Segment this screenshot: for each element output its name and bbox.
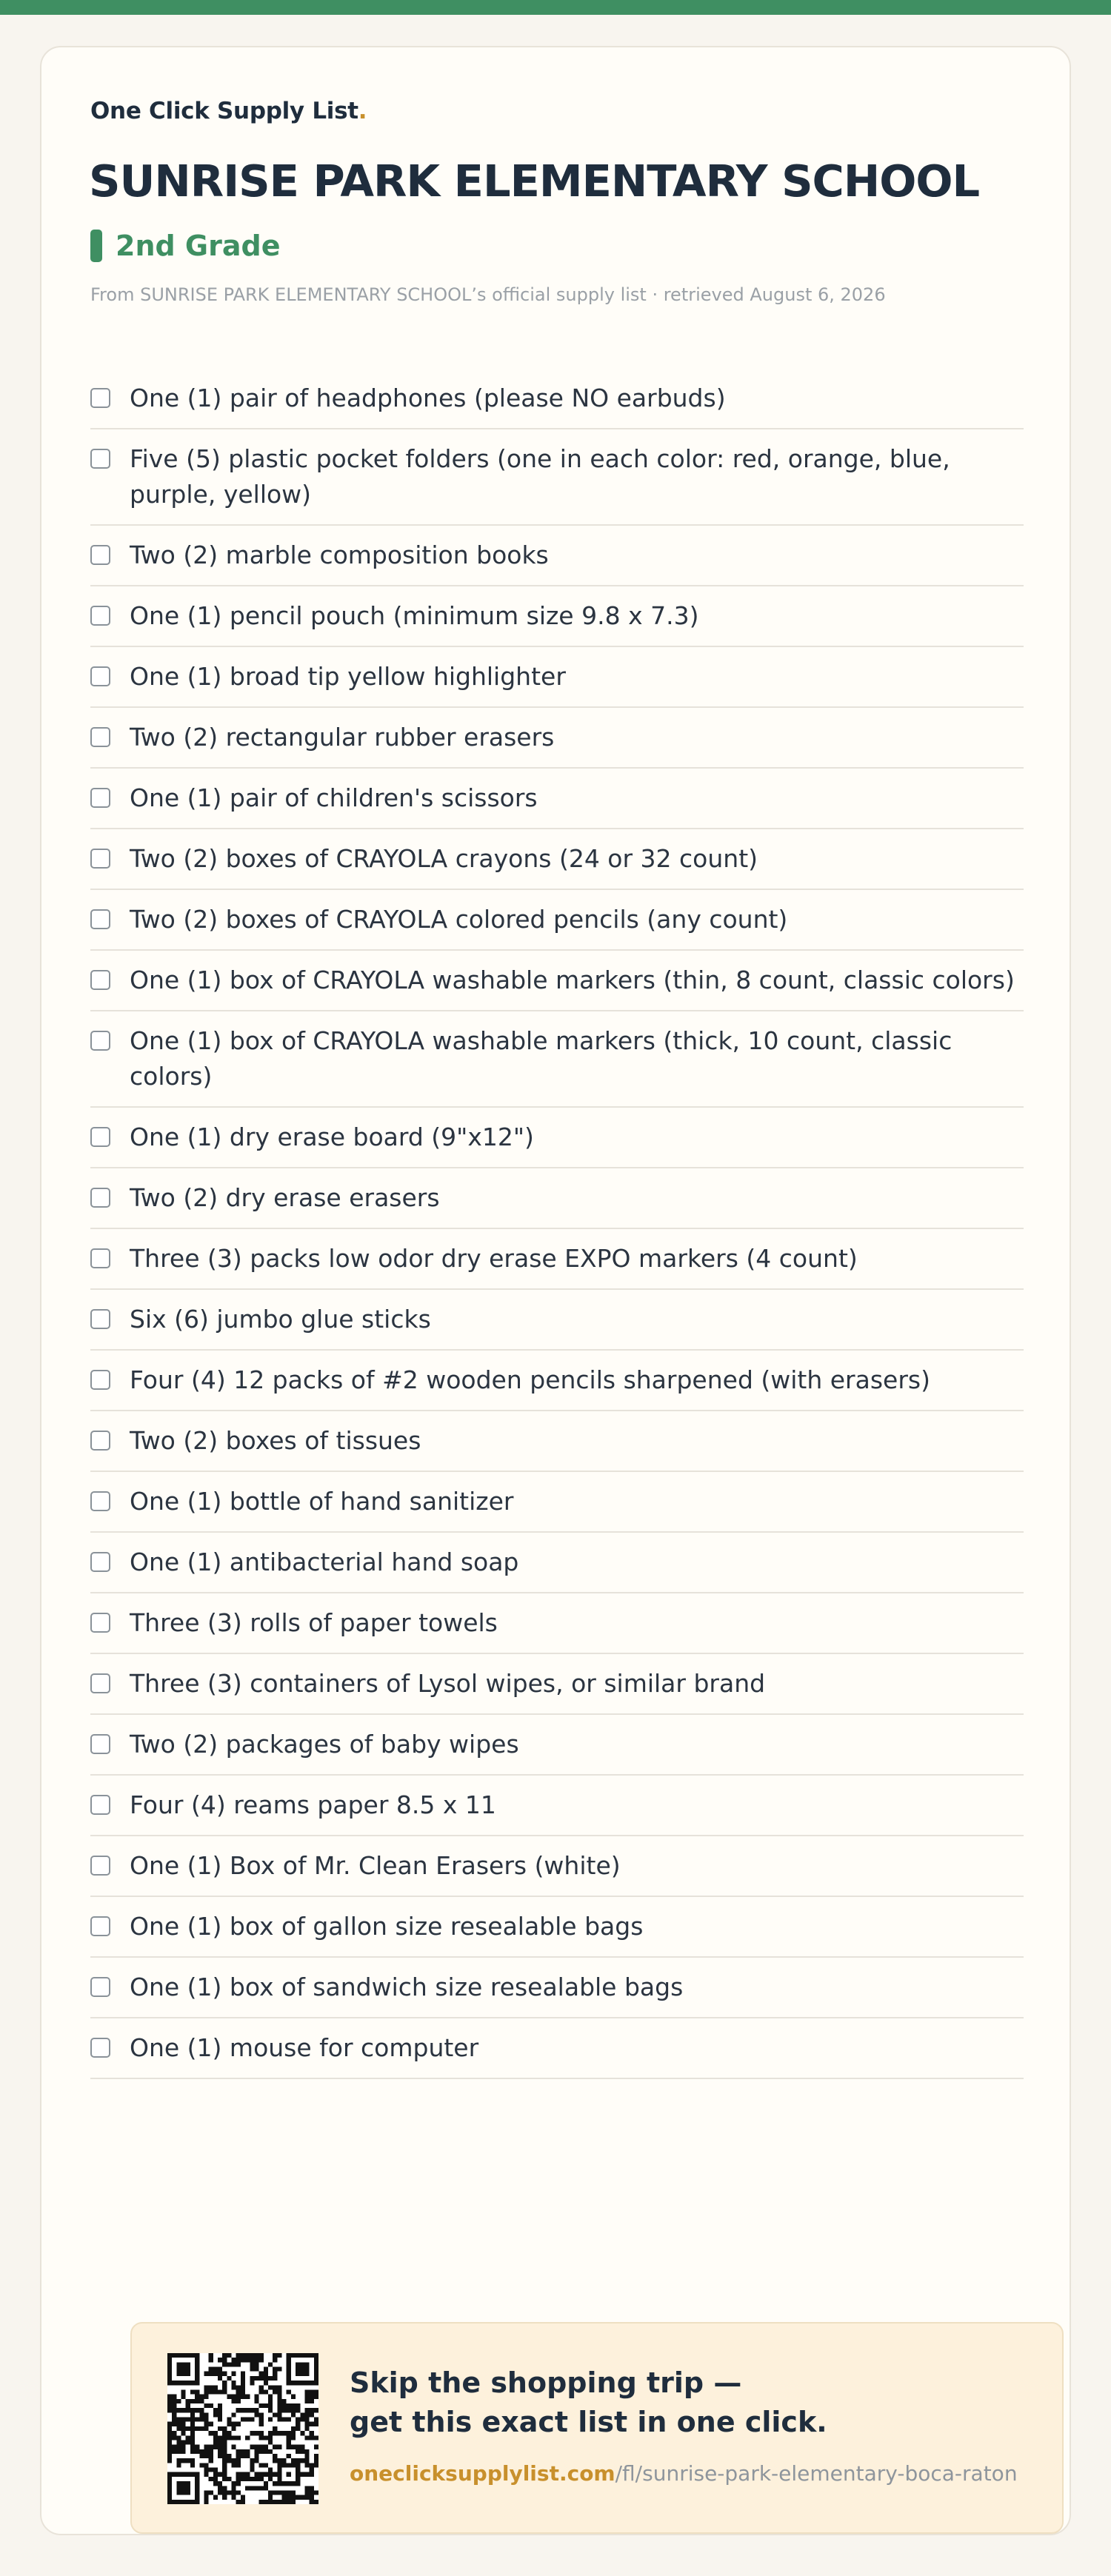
item-checkbox[interactable] bbox=[90, 1309, 110, 1329]
qr-code-icon[interactable] bbox=[167, 2353, 318, 2504]
item-label: Four (4) reams paper 8.5 x 11 bbox=[130, 1790, 496, 1819]
list-item[interactable] bbox=[90, 1472, 1024, 1533]
brand-dot: . bbox=[358, 98, 367, 124]
list-item[interactable] bbox=[90, 1776, 1024, 1836]
item-label: One (1) antibacterial hand soap bbox=[130, 1548, 519, 1576]
item-checkbox[interactable] bbox=[90, 1248, 110, 1268]
item-checkbox[interactable] bbox=[90, 727, 110, 747]
brand-logo[interactable] bbox=[90, 98, 367, 124]
item-label: Two (2) boxes of CRAYOLA colored pencils (any count) bbox=[130, 905, 788, 934]
promo-headline bbox=[350, 2363, 827, 2442]
grade-marker bbox=[90, 230, 102, 262]
item-label: One (1) pair of children's scissors bbox=[130, 783, 538, 812]
item-label: Two (2) marble composition books bbox=[130, 541, 549, 569]
list-item[interactable] bbox=[90, 951, 1024, 1011]
list-item[interactable] bbox=[90, 369, 1024, 429]
item-label: Two (2) rectangular rubber erasers bbox=[130, 723, 555, 752]
brand-name: One Click Supply List bbox=[90, 98, 358, 124]
list-item[interactable] bbox=[90, 1011, 1024, 1108]
list-item[interactable] bbox=[90, 1351, 1024, 1411]
item-checkbox[interactable] bbox=[90, 1613, 110, 1633]
item-checkbox[interactable] bbox=[90, 1188, 110, 1208]
item-label: Two (2) boxes of CRAYOLA crayons (24 or 32 count) bbox=[130, 844, 758, 873]
list-item[interactable] bbox=[90, 526, 1024, 586]
list-item[interactable] bbox=[90, 1108, 1024, 1168]
item-label: Four (4) 12 packs of #2 wooden pencils sharpened (with erasers) bbox=[130, 1365, 930, 1394]
item-checkbox[interactable] bbox=[90, 1856, 110, 1876]
item-label: One (1) box of CRAYOLA washable markers (thick, 10 count, classic colors) bbox=[130, 1026, 952, 1091]
school-title: SUNRISE PARK ELEMENTARY SCHOOL bbox=[89, 155, 980, 207]
list-item[interactable] bbox=[90, 1533, 1024, 1593]
item-label: One (1) bottle of hand sanitizer bbox=[130, 1487, 514, 1516]
item-label: One (1) mouse for computer bbox=[130, 2033, 479, 2062]
list-item[interactable] bbox=[90, 890, 1024, 951]
item-label: One (1) Box of Mr. Clean Erasers (white) bbox=[130, 1851, 621, 1880]
item-checkbox[interactable] bbox=[90, 849, 110, 869]
item-label: Three (3) rolls of paper towels bbox=[130, 1608, 498, 1637]
item-label: Three (3) containers of Lysol wipes, or similar brand bbox=[130, 1669, 766, 1698]
item-checkbox[interactable] bbox=[90, 1916, 110, 1936]
item-checkbox[interactable] bbox=[90, 1977, 110, 1997]
item-label: Six (6) jumbo glue sticks bbox=[130, 1305, 431, 1334]
item-label: Two (2) boxes of tissues bbox=[130, 1426, 421, 1455]
list-item[interactable] bbox=[90, 1958, 1024, 2018]
top-accent-bar bbox=[0, 0, 1111, 15]
item-checkbox[interactable] bbox=[90, 788, 110, 808]
list-item[interactable] bbox=[90, 769, 1024, 829]
supply-list bbox=[90, 369, 1024, 2079]
item-checkbox[interactable] bbox=[90, 909, 110, 929]
list-item[interactable] bbox=[90, 1836, 1024, 1897]
list-item[interactable] bbox=[90, 586, 1024, 647]
item-checkbox[interactable] bbox=[90, 1491, 110, 1511]
list-item[interactable] bbox=[90, 1593, 1024, 1654]
item-checkbox[interactable] bbox=[90, 1031, 110, 1051]
list-item[interactable] bbox=[90, 1411, 1024, 1472]
list-item[interactable] bbox=[90, 647, 1024, 708]
grade-label: 2nd Grade bbox=[116, 230, 281, 262]
item-label: One (1) dry erase board (9"x12") bbox=[130, 1123, 534, 1151]
source-attribution: From SUNRISE PARK ELEMENTARY SCHOOL’s official supply list · retrieved August 6, 2026 bbox=[90, 284, 886, 305]
list-item[interactable] bbox=[90, 1168, 1024, 1229]
list-item[interactable] bbox=[90, 1715, 1024, 1776]
item-label: One (1) pair of headphones (please NO earbuds) bbox=[130, 384, 726, 412]
item-checkbox[interactable] bbox=[90, 2038, 110, 2058]
promo-link-domain: oneclicksupplylist.com bbox=[350, 2461, 615, 2486]
item-checkbox[interactable] bbox=[90, 545, 110, 565]
item-label: Three (3) packs low odor dry erase EXPO markers (4 count) bbox=[130, 1244, 858, 1273]
item-label: One (1) box of CRAYOLA washable markers (thin, 8 count, classic colors) bbox=[130, 966, 1015, 994]
item-label: One (1) pencil pouch (minimum size 9.8 x 7.3) bbox=[130, 601, 699, 630]
item-label: One (1) broad tip yellow highlighter bbox=[130, 662, 566, 691]
list-item[interactable] bbox=[90, 1229, 1024, 1290]
item-checkbox[interactable] bbox=[90, 1734, 110, 1754]
item-checkbox[interactable] bbox=[90, 1127, 110, 1147]
item-label: One (1) box of gallon size resealable bags bbox=[130, 1912, 644, 1941]
list-item[interactable] bbox=[90, 1290, 1024, 1351]
item-label: Five (5) plastic pocket folders (one in each color: red, orange, blue, purple, yellow) bbox=[130, 444, 950, 509]
list-item[interactable] bbox=[90, 708, 1024, 769]
item-label: Two (2) packages of baby wipes bbox=[130, 1730, 519, 1759]
list-item[interactable] bbox=[90, 1897, 1024, 1958]
item-checkbox[interactable] bbox=[90, 1552, 110, 1572]
promo-headline-line2: get this exact list in one click. bbox=[350, 2406, 827, 2438]
item-checkbox[interactable] bbox=[90, 1370, 110, 1390]
promo-link-path: /fl/sunrise-park-elementary-boca-raton bbox=[615, 2461, 1018, 2486]
item-checkbox[interactable] bbox=[90, 449, 110, 469]
item-checkbox[interactable] bbox=[90, 388, 110, 408]
list-item[interactable] bbox=[90, 1654, 1024, 1715]
item-checkbox[interactable] bbox=[90, 666, 110, 686]
item-label: One (1) box of sandwich size resealable bags bbox=[130, 1973, 684, 2001]
item-checkbox[interactable] bbox=[90, 1795, 110, 1815]
promo-banner bbox=[130, 2322, 1064, 2534]
grade-heading bbox=[90, 228, 280, 264]
item-checkbox[interactable] bbox=[90, 970, 110, 990]
item-checkbox[interactable] bbox=[90, 1431, 110, 1451]
supply-list-card bbox=[40, 46, 1071, 2535]
promo-headline-line1: Skip the shopping trip — bbox=[350, 2366, 742, 2399]
list-item[interactable] bbox=[90, 2018, 1024, 2079]
list-item[interactable] bbox=[90, 829, 1024, 890]
item-checkbox[interactable] bbox=[90, 606, 110, 626]
promo-link[interactable] bbox=[350, 2461, 1018, 2486]
item-label: Two (2) dry erase erasers bbox=[130, 1183, 440, 1212]
item-checkbox[interactable] bbox=[90, 1673, 110, 1693]
list-item[interactable] bbox=[90, 429, 1024, 526]
